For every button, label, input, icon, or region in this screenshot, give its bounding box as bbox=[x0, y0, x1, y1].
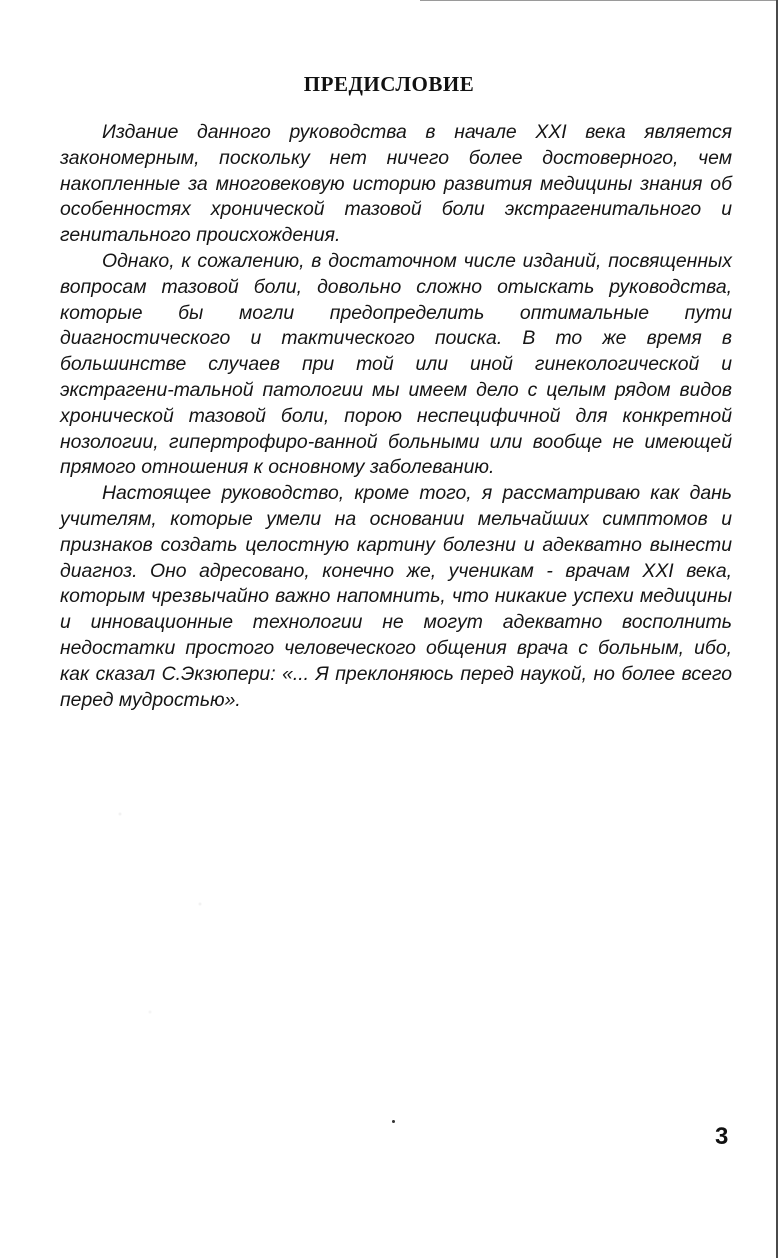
paragraph-2: Однако, к сожалению, в достаточном числе изданий, посвященных вопросам тазовой боли, довольно сложно отыскать руководства, которые бы могли предопределить оптимальные пути диагностического и тактического поиска. В то же время в большинстве случаев при той или иной гинекологической и экстрагени-тальной патологии мы имеем дело с целым рядом видов хронической тазовой боли, порою неспецифичной для конкретной нозологии, гипертрофиро-ванной больными или вообще не имеющей прямого отношения к основному заболеванию. bbox=[60, 249, 732, 479]
paragraph-1: Издание данного руководства в начале XXI века является закономерным, поскольку нет ничего более достоверного, чем накопленные за многовековую историю развития медицины знания об особенностях хронической тазовой боли экстрагенитального и генитального происхождения. bbox=[60, 121, 732, 247]
scan-noise bbox=[80, 760, 280, 1120]
scan-edge-top bbox=[420, 0, 778, 1]
page-number: 3 bbox=[715, 1123, 729, 1150]
scan-speck bbox=[392, 1120, 395, 1123]
paragraph-3: Настоящее руководство, кроме того, я рассматриваю как дань учителям, которые умели на основании мельчайших симптомов и признаков создать целостную картину болезни и адекватно вынести диагноз. Оно адресовано, конечно же, ученикам - врачам XXI века, которым чрезвычайно важно напомнить, что никакие успехи медицины и инновационные технологии не могут адекватно восполнить недостатки простого человеческого общения врача с больным, ибо, как сказал С.Экзюпери: «... Я преклоняюсь перед наукой, но более всего перед мудростью». bbox=[60, 482, 732, 711]
preface-body bbox=[60, 120, 732, 713]
page-title: ПРЕДИСЛОВИЕ bbox=[303, 72, 475, 96]
